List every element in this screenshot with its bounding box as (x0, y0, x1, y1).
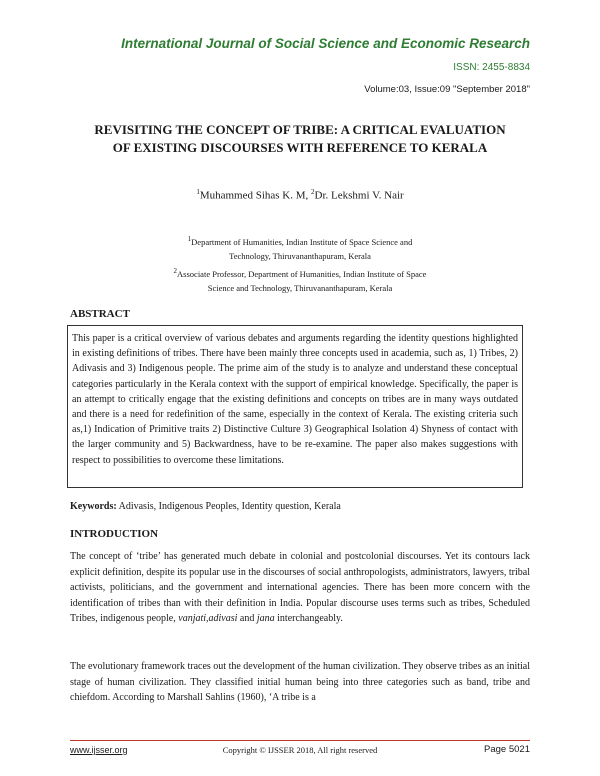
affil2-sup: 2 (173, 267, 178, 275)
paper-title (70, 121, 530, 157)
journal-name: International Journal of Social Science and Economic Research (121, 36, 530, 51)
abstract-box (67, 325, 523, 488)
page-number: Page 5021 (484, 744, 530, 755)
keywords (70, 501, 341, 512)
title-line-1: REVISITING THE CONCEPT OF TRIBE: A CRITICAL EVALUATION (94, 122, 506, 137)
author2-sup: 2 (311, 188, 315, 196)
title-line-2: OF EXISTING DISCOURSES WITH REFERENCE TO KERALA (112, 140, 488, 155)
intro-p1-text: The concept of ‘tribe’ has generated much debate in colonial and postcolonial discourses. Yet its contours lack explicit definition, despite its popular use in the discourses of social anthropologists, administrators, lawyers, tribal activists, politicians, and the government and international agencies. There has been more concern with the identification of tribes than with their definition in India. Popular discourse uses terms such as tribes, Scheduled Tribes, indigenous people, (70, 551, 530, 625)
keywords-label: Keywords: (70, 501, 117, 512)
volume-issue: Volume:03, Issue:09 "September 2018" (364, 84, 530, 95)
footer-copyright: Copyright © IJSSER 2018, All right reserved (222, 745, 378, 755)
abstract-heading: ABSTRACT (70, 308, 130, 320)
intro-p1-italic-2: jana (256, 613, 275, 625)
issn: ISSN: 2455-8834 (453, 62, 530, 73)
affil1-line2: Technology, Thiruvananthapuram, Kerala (229, 250, 371, 261)
footer-url[interactable]: www.ijsser.org (70, 745, 128, 755)
authors (70, 188, 530, 202)
author1-sup: 1 (196, 188, 200, 196)
abstract-text: This paper is a critical overview of various debates and arguments regarding the identity questions highlighted in existing definitions of tribes. There have been mainly three concepts used in academia, such as, 1) Tribes, 2) Adivasis and 3) Indigenous people. The prime aim of the study is to analyze and understand these conceptual categories particularly in the Kerala context with the support of empirical knowledge. Specifically, the paper is an attempt to critically engage that the existing definitions and concepts on tribes are in many ways outdated and there is a need for redefinition of the same, especially in the context of Kerala. The existing criteria such as,1) Indication of Primitive traits 2) Distinctive Culture 3) Geographical Isolation 4) Shyness of contact with the larger community and 5) Backwardness, have to be re-examine. The paper also makes suggestions with respect to possibilities to overcome these limitations. (72, 333, 518, 466)
intro-p1-text-3: interchangeably. (274, 613, 343, 625)
affil2-line2: Science and Technology, Thiruvananthapuram, Kerala (207, 282, 393, 293)
intro-p1-italic-1: vanjati,adivasi (178, 613, 238, 625)
author-1: Muhammed Sihas K. M, (199, 189, 312, 202)
intro-paragraph-1 (70, 549, 530, 627)
affil2-line1: Associate Professor, Department of Humanities, Indian Institute of Space (177, 268, 427, 279)
affil1-sup: 1 (187, 235, 192, 243)
author-2: Dr. Lekshmi V. Nair (314, 189, 404, 202)
introduction-heading: INTRODUCTION (70, 528, 159, 540)
intro-p1-text-2: and (237, 613, 257, 625)
footer-divider (70, 740, 530, 741)
affiliation-1 (70, 232, 530, 263)
affil1-line1: Department of Humanities, Indian Institute of Space Science and (191, 236, 413, 247)
intro-paragraph-2: The evolutionary framework traces out the development of the human civilization. They observe tribes as an initial stage of human civilization. They classified initial human being into three categories such as band, tribe and chiefdom. According to Marshall Sahlins (1960), ‘A tribe is a (70, 661, 530, 704)
keywords-text: Adivasis, Indigenous Peoples, Identity question, Kerala (116, 501, 341, 512)
affiliation-2 (70, 264, 530, 295)
